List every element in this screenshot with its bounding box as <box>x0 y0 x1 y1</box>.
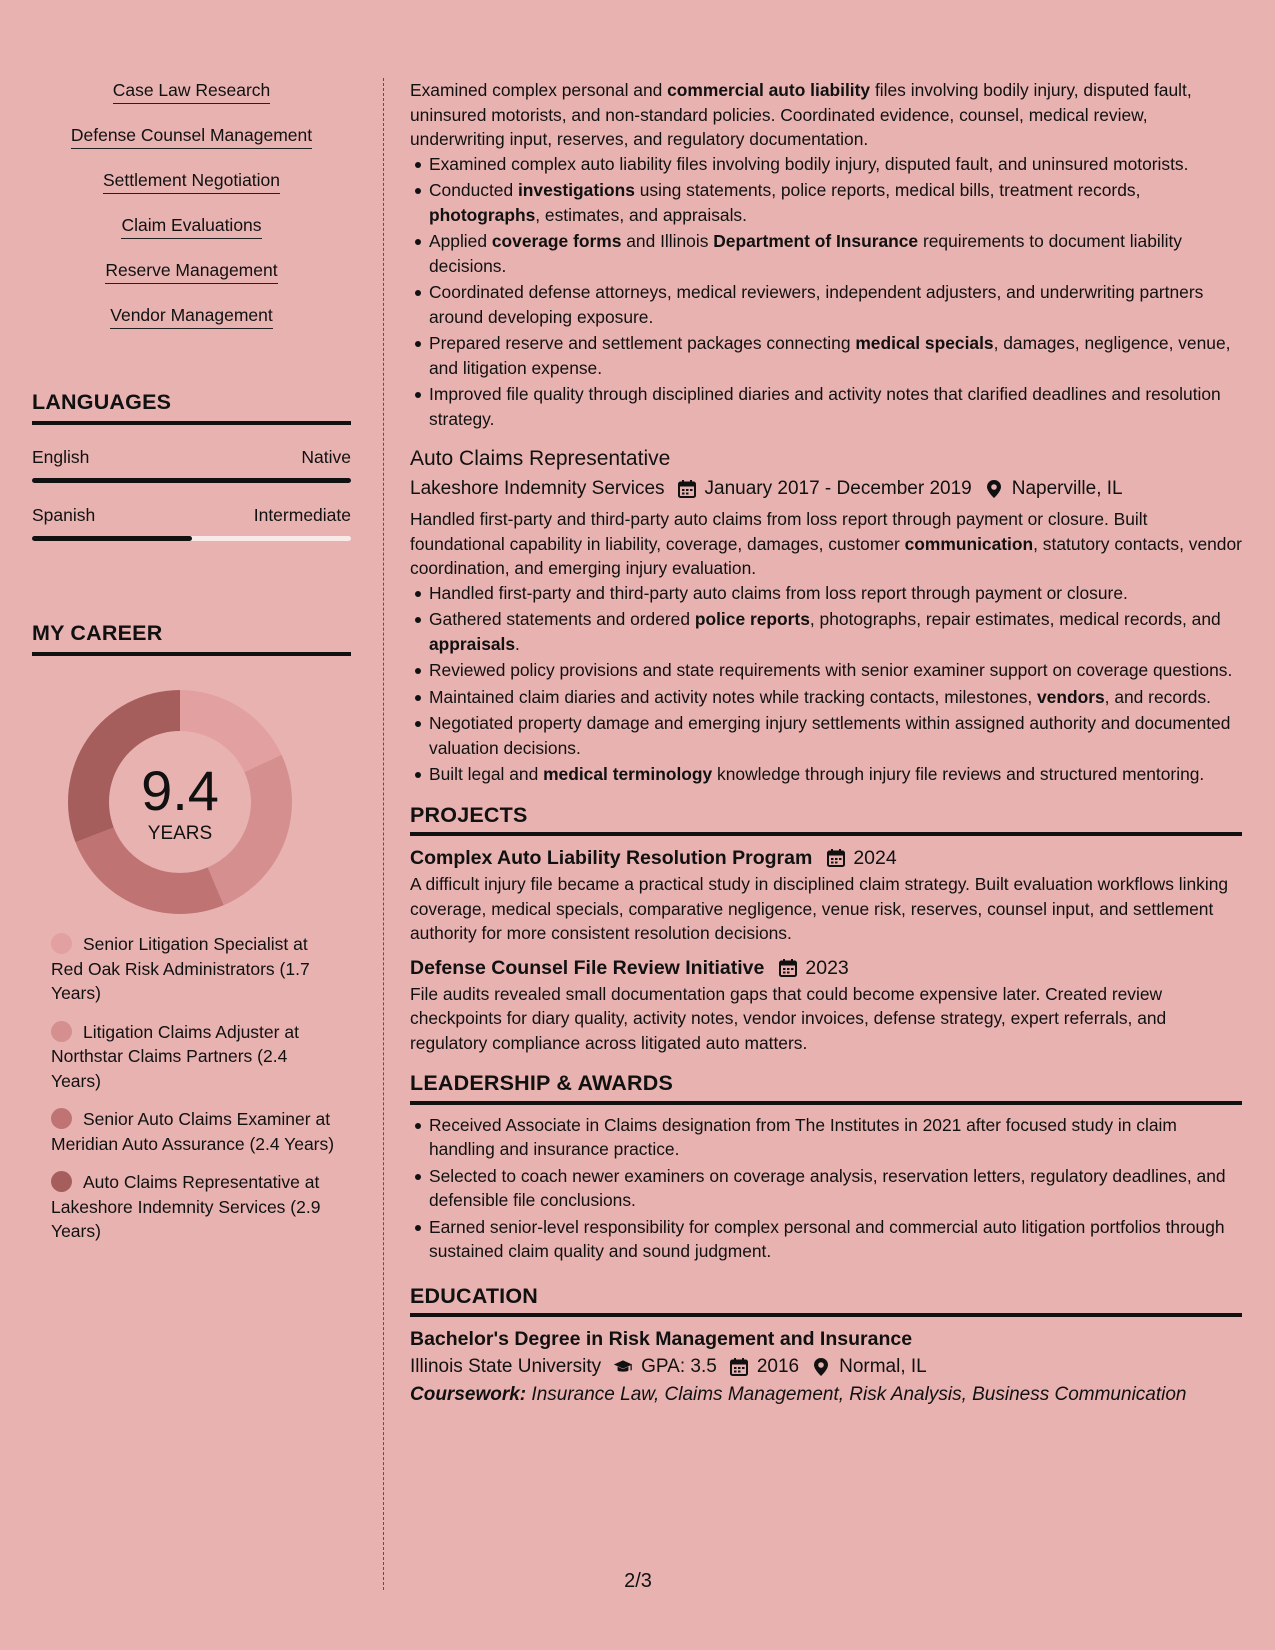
job-dates: January 2017 - December 2019 <box>704 478 972 499</box>
language-name: English <box>32 447 90 467</box>
education-heading: EDUCATION <box>410 1284 1242 1318</box>
project-title-row <box>410 844 1242 872</box>
sidebar <box>32 78 351 1258</box>
skills-list <box>32 78 351 348</box>
job-summary: Examined complex personal and commercial auto liability files involving bodily injury, disputed fault, uninsured motorists, and non-standard policies. Coordinated evidence, counsel, medical review, underwriting input, reserves, and regulatory documentation. <box>410 80 1192 149</box>
job-location: Naperville, IL <box>1011 478 1123 499</box>
language-name: Spanish <box>32 505 96 525</box>
bullet-item: Improved file quality through disciplined diaries and activity notes that clarified deadlines and resolution strategy. <box>410 382 1242 431</box>
language-level: Native <box>301 447 351 467</box>
career-heading: MY CAREER <box>32 621 351 656</box>
calendar-icon <box>826 848 846 868</box>
job-bullets <box>410 152 1242 432</box>
skill-tag: Defense Counsel Management <box>71 123 312 149</box>
bullet-item: Received Associate in Claims designation from The Institutes in 2021 after focused study in claim handling and insurance practice. <box>410 1113 1242 1162</box>
bullet-item: Examined complex auto liability files involving bodily injury, disputed fault, and uninsured motorists. <box>410 152 1242 177</box>
graduation-year: 2016 <box>756 1356 800 1377</box>
calendar-icon <box>778 958 798 978</box>
bullet-item: Maintained claim diaries and activity notes while tracking contacts, milestones, vendors, and records. <box>410 685 1242 710</box>
projects-heading: PROJECTS <box>410 803 1242 837</box>
job-meta <box>410 475 1242 503</box>
bullet-item: Coordinated defense attorneys, medical reviewers, independent adjusters, and underwriting partners around developing exposure. <box>410 280 1242 329</box>
company-name: Lakeshore Indemnity Services <box>410 478 665 499</box>
language-item <box>32 447 351 483</box>
school-name: Illinois State University <box>410 1356 602 1377</box>
career-item <box>51 1107 341 1156</box>
skill-tag: Claim Evaluations <box>121 213 261 239</box>
legend-dot <box>51 1021 72 1042</box>
project-title: Complex Auto Liability Resolution Program <box>410 847 813 869</box>
language-level: Intermediate <box>253 505 351 525</box>
project-year: 2024 <box>853 847 897 869</box>
bullet-item: Reviewed policy provisions and state requirements with senior examiner support on coverage questions. <box>410 658 1242 683</box>
career-item <box>51 1020 341 1094</box>
career-legend <box>51 932 341 1244</box>
bullet-item: Handled first-party and third-party auto claims from loss report through payment or closure. <box>410 581 1242 606</box>
education-location: Normal, IL <box>839 1356 927 1377</box>
gpa: GPA: 3.5 <box>641 1356 717 1377</box>
job-title: Auto Claims Representative <box>410 447 671 470</box>
bullet-item: Gathered statements and ordered police reports, photographs, repair estimates, medical records, and appraisals. <box>410 607 1242 656</box>
graduation-cap-icon <box>613 1357 633 1377</box>
legend-dot <box>51 1108 72 1129</box>
bullet-item: Earned senior-level responsibility for complex personal and commercial auto litigation portfolios through sustained claim quality and sound judgment. <box>410 1215 1242 1264</box>
career-item <box>51 1170 341 1244</box>
coursework: Coursework: Insurance Law, Claims Management, Risk Analysis, Business Communication <box>410 1384 1187 1405</box>
calendar-icon <box>729 1357 749 1377</box>
skill-tag: Settlement Negotiation <box>103 168 280 194</box>
map-pin-icon <box>811 1357 831 1377</box>
education-meta <box>410 1353 1242 1381</box>
career-unit: YEARS <box>147 823 213 844</box>
legend-dot <box>51 933 72 954</box>
career-item-text: Litigation Claims Adjuster at Northstar Claims Partners (2.4 Years) <box>51 1021 299 1091</box>
job-summary: Handled first-party and third-party auto claims from loss report through payment or closure. Built foundational capability in liability, coverage, damages, customer communication, statutory contacts, vendor coordination, and emerging injury evaluation. <box>410 509 1242 578</box>
languages-heading: LANGUAGES <box>32 390 351 425</box>
calendar-icon <box>677 479 697 499</box>
project-year: 2023 <box>805 956 849 979</box>
bullet-item: Selected to coach newer examiners on coverage analysis, reservation letters, regulatory deadlines, and defensible file conclusions. <box>410 1164 1242 1213</box>
column-divider <box>383 78 384 1590</box>
bullet-item: Negotiated property damage and emerging injury settlements within assigned authority and documented valuation decisions. <box>410 711 1242 760</box>
language-bar <box>32 536 351 541</box>
project-title-row <box>410 954 1242 982</box>
leadership-list <box>410 1113 1242 1264</box>
job-bullets <box>410 581 1242 787</box>
career-item <box>51 932 341 1006</box>
page-number: 2/3 <box>624 1570 652 1592</box>
main-content <box>410 78 1242 1409</box>
career-donut-chart <box>32 656 351 926</box>
project-description: File audits revealed small documentation gaps that could become expensive later. Created review checkpoints for diary quality, activity notes, vendor invoices, defense strategy, expert referrals, and regulatory compliance across litigated auto matters. <box>410 983 1167 1053</box>
career-item-text: Auto Claims Representative at Lakeshore Indemnity Services (2.9 Years) <box>51 1172 321 1241</box>
career-total: 9.4 <box>141 759 219 822</box>
career-item-text: Senior Auto Claims Examiner at Meridian Auto Assurance (2.4 Years) <box>51 1109 335 1154</box>
skill-tag: Reserve Management <box>105 258 277 284</box>
bullet-item: Prepared reserve and settlement packages connecting medical specials, damages, negligence, venue, and litigation expense. <box>410 331 1242 380</box>
leadership-heading: LEADERSHIP & AWARDS <box>410 1071 1242 1105</box>
skill-tag: Vendor Management <box>110 303 272 329</box>
degree: Bachelor's Degree in Risk Management and Insurance <box>410 1328 913 1350</box>
language-item <box>32 505 351 541</box>
project-title: Defense Counsel File Review Initiative <box>410 956 765 979</box>
bullet-item: Conducted investigations using statements, police reports, medical bills, treatment records, photographs, estimates, and appraisals. <box>410 178 1242 227</box>
skill-tag: Case Law Research <box>113 78 271 104</box>
language-bar <box>32 478 351 483</box>
career-item-text: Senior Litigation Specialist at Red Oak Risk Administrators (1.7 Years) <box>51 934 310 1003</box>
bullet-item: Applied coverage forms and Illinois Department of Insurance requirements to document liability decisions. <box>410 229 1242 278</box>
map-pin-icon <box>984 479 1004 499</box>
project-description: A difficult injury file became a practical study in disciplined claim strategy. Built evaluation workflows linking coverage, medical specials, comparative negligence, venue risk, reserves, counsel input, and settlement authority for more consistent resolution decisions. <box>410 874 1229 943</box>
bullet-item: Built legal and medical terminology knowledge through injury file reviews and structured mentoring. <box>410 762 1242 787</box>
legend-dot <box>51 1171 72 1192</box>
